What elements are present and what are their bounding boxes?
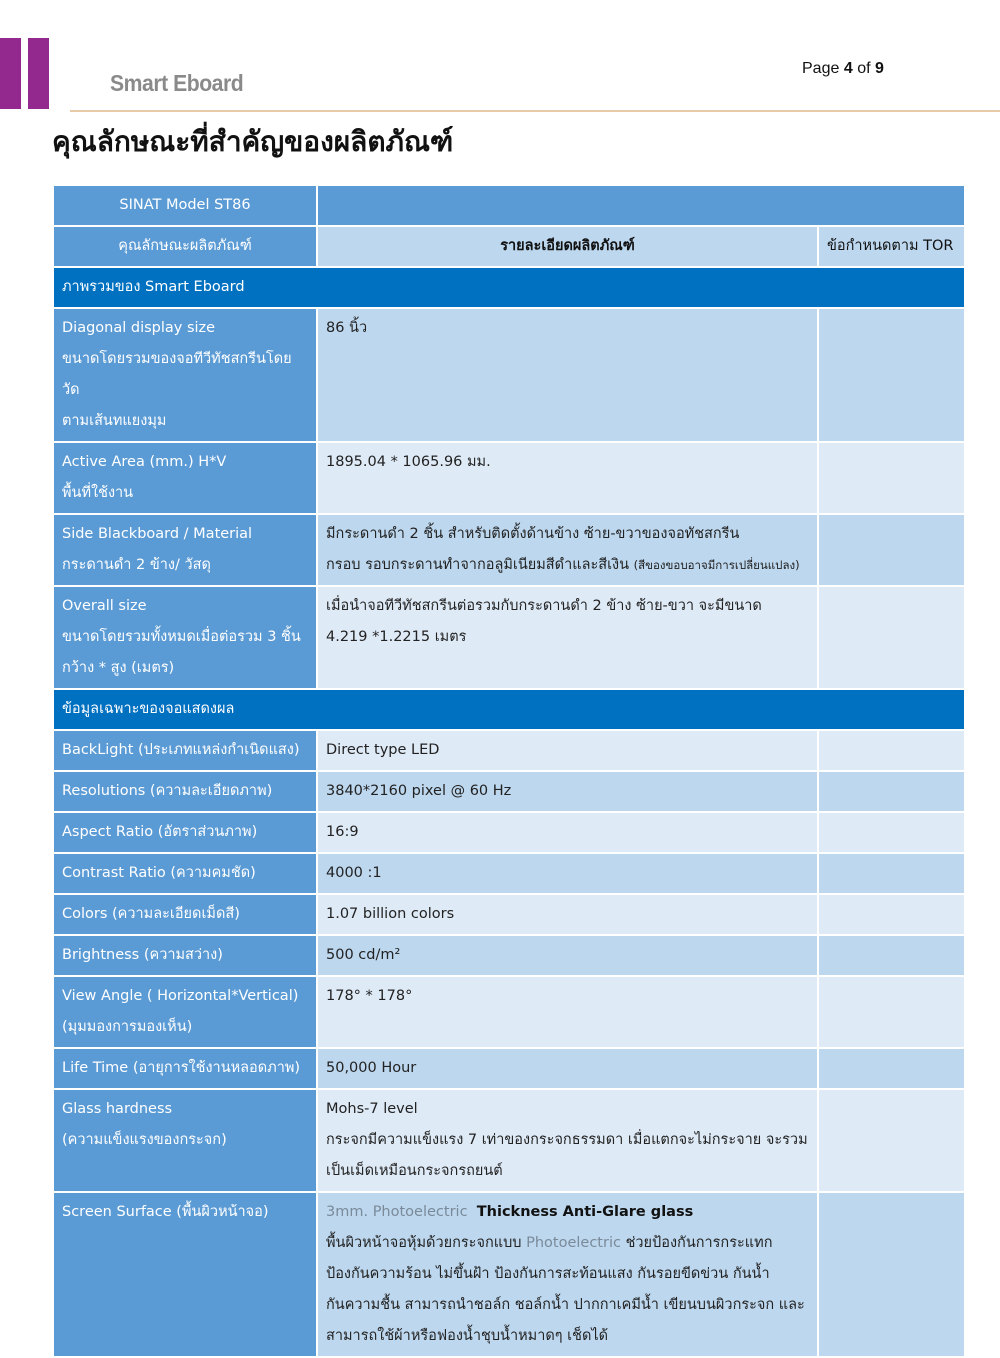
detail-cell [317, 730, 818, 771]
cell-line: 178° * 178° [326, 988, 413, 1004]
table-row [53, 1048, 965, 1089]
cell-line: กระจกมีความแข็งแรง 7 เท่าของกระจกธรรมดา เมื่อแตกจะไม่กระจาย จะรวม [326, 1132, 808, 1148]
cell-line: ขนาดโดยรวมของจอทีวีทัชสกรีนโดยวัด [62, 351, 292, 398]
cell-line: Contrast Ratio (ความคมชัด) [62, 865, 256, 881]
cell-line: ป้องกันความร้อน ไม่ขึ้นฝ้า ป้องกันการสะท้อนแสง กันรอยขีดข่วน กันน้ำ [326, 1266, 770, 1282]
cell-line: 16:9 [326, 824, 359, 840]
cell-line: เป็นเม็ดเหมือนกระจกรถยนต์ [326, 1163, 503, 1179]
cell-line: Brightness (ความสว่าง) [62, 947, 223, 963]
feature-cell [53, 730, 317, 771]
cell-line: 86 นิ้ว [326, 320, 368, 336]
cell-line: 4000 :1 [326, 865, 382, 881]
feature-cell [53, 308, 317, 442]
cell-line: พื้นผิวหน้าจอหุ้มด้วยกระจกแบบ Photoelectric ช่วยป้องกันการกระแทก [326, 1235, 773, 1251]
feature-cell [53, 771, 317, 812]
tor-cell [818, 1048, 965, 1089]
cell-line: Life Time (อายุการใช้งานหลอดภาพ) [62, 1060, 301, 1076]
section-title: ข้อมูลเฉพาะของจอแสดงผล [53, 689, 965, 730]
table-row [53, 586, 965, 689]
section-header-row [53, 267, 965, 308]
detail-cell [317, 1048, 818, 1089]
column-header-tor: ข้อกำหนดตาม TOR [818, 226, 965, 267]
cell-line: (ความแข็งแรงของกระจก) [62, 1132, 227, 1148]
detail-cell [317, 1192, 818, 1357]
cell-line: เมื่อนำจอทีวีทัชสกรีนต่อรวมกับกระดานดำ 2 ข้าง ซ้าย-ขวา จะมีขนาด [326, 598, 762, 614]
cell-line: กันความชื้น สามารถนำชอล์ก ชอล์กน้ำ ปากกาเคมีน้ำ เขียนบนผิวกระจก และ [326, 1297, 805, 1313]
table-row [53, 894, 965, 935]
feature-cell [53, 1048, 317, 1089]
tor-cell [818, 771, 965, 812]
model-row [53, 185, 965, 226]
table-row [53, 1089, 965, 1192]
cell-line: ขนาดโดยรวมทั้งหมดเมื่อต่อรวม 3 ชิ้น [62, 629, 301, 645]
cell-line: Active Area (mm.) H*V [62, 454, 227, 470]
cell-line: Aspect Ratio (อัตราส่วนภาพ) [62, 824, 258, 840]
table-row [53, 853, 965, 894]
cell-line: Screen Surface (พื้นผิวหน้าจอ) [62, 1204, 269, 1220]
feature-cell [53, 976, 317, 1048]
detail-cell [317, 894, 818, 935]
cell-line: Mohs-7 level [326, 1101, 418, 1117]
feature-cell [53, 442, 317, 514]
cell-line: กรอบ รอบกระดานทำจากอลูมิเนียมสีดำและสีเงิน (สีของขอบอาจมีการเปลี่ยนแปลง) [326, 557, 800, 573]
detail-cell [317, 586, 818, 689]
model-label: SINAT Model ST86 [53, 185, 317, 226]
table-row [53, 812, 965, 853]
tor-cell [818, 1192, 965, 1357]
cell-line: Overall size [62, 598, 147, 614]
tor-cell [818, 1089, 965, 1192]
tor-cell [818, 812, 965, 853]
cell-line: Direct type LED [326, 742, 440, 758]
detail-cell [317, 853, 818, 894]
cell-line: BackLight (ประเภทแหล่งกำเนิดแสง) [62, 742, 300, 758]
cell-line: (มุมมองการมองเห็น) [62, 1019, 193, 1035]
tor-cell [818, 935, 965, 976]
detail-cell [317, 771, 818, 812]
detail-cell [317, 514, 818, 586]
cell-line: กว้าง * สูง (เมตร) [62, 660, 175, 676]
tor-cell [818, 894, 965, 935]
page-title: คุณลักษณะที่สำคัญของผลิตภัณฑ์ [52, 125, 454, 158]
feature-cell [53, 1192, 317, 1357]
table-row [53, 935, 965, 976]
detail-cell [317, 442, 818, 514]
cell-line: Resolutions (ความละเอียดภาพ) [62, 783, 273, 799]
detail-cell [317, 1089, 818, 1192]
accent-bar-right [28, 38, 49, 109]
cell-line: 1.07 billion colors [326, 906, 455, 922]
tor-cell [818, 976, 965, 1048]
cell-line: Glass hardness [62, 1101, 173, 1117]
table-row [53, 514, 965, 586]
tor-cell [818, 308, 965, 442]
cell-line: 4.219 *1.2215 เมตร [326, 629, 467, 645]
feature-cell [53, 935, 317, 976]
page-number: Page 4 of 9 [802, 60, 884, 77]
feature-cell [53, 586, 317, 689]
feature-cell [53, 1089, 317, 1192]
cell-line: 3mm. Photoelectric Thickness Anti-Glare glass [326, 1204, 694, 1220]
detail-cell [317, 935, 818, 976]
table-row [53, 976, 965, 1048]
cell-line: 1895.04 * 1065.96 มม. [326, 454, 491, 470]
detail-cell [317, 976, 818, 1048]
table-row [53, 308, 965, 442]
header-rule [70, 110, 1000, 112]
cell-line: View Angle ( Horizontal*Vertical) [62, 988, 299, 1004]
cell-line: สามารถใช้ผ้าหรือฟองน้ำชุบน้ำหมาดๆ เช็ดได้ [326, 1328, 609, 1344]
detail-cell [317, 812, 818, 853]
cell-line: 500 cd/m² [326, 947, 401, 963]
feature-cell [53, 853, 317, 894]
cell-line: พื้นที่ใช้งาน [62, 485, 134, 501]
tor-cell [818, 514, 965, 586]
tor-cell [818, 586, 965, 689]
table-row [53, 1192, 965, 1357]
column-header-detail: รายละเอียดผลิตภัณฑ์ [317, 226, 818, 267]
table-row [53, 730, 965, 771]
section-title: ภาพรวมของ Smart Eboard [53, 267, 965, 308]
tor-cell [818, 442, 965, 514]
cell-line: ตามเส้นทแยงมุม [62, 413, 167, 429]
spec-table [52, 184, 966, 1358]
table-row [53, 442, 965, 514]
cell-line: กระดานดำ 2 ข้าง/ วัสดุ [62, 557, 211, 573]
detail-note: (สีของขอบอาจมีการเปลี่ยนแปลง) [633, 558, 800, 572]
cell-line: Colors (ความละเอียดเม็ดสี) [62, 906, 240, 922]
tor-cell [818, 730, 965, 771]
cell-line: 50,000 Hour [326, 1060, 417, 1076]
cell-line: 3840*2160 pixel @ 60 Hz [326, 783, 512, 799]
brand-logo-text: Smart Eboard [110, 70, 244, 96]
table-row [53, 771, 965, 812]
detail-cell [317, 308, 818, 442]
cell-line: มีกระดานดำ 2 ชิ้น สำหรับติดตั้งด้านข้าง ซ้าย-ขวาของจอทัชสกรีน [326, 526, 740, 542]
feature-cell [53, 812, 317, 853]
column-header-feature: คุณลักษณะผลิตภัณฑ์ [53, 226, 317, 267]
cell-line: Diagonal display size [62, 320, 216, 336]
accent-bar-left [0, 38, 21, 109]
section-header-row [53, 689, 965, 730]
feature-cell [53, 514, 317, 586]
model-blank [317, 185, 965, 226]
feature-cell [53, 894, 317, 935]
tor-cell [818, 853, 965, 894]
cell-line: Side Blackboard / Material [62, 526, 253, 542]
column-header-row [53, 226, 965, 267]
